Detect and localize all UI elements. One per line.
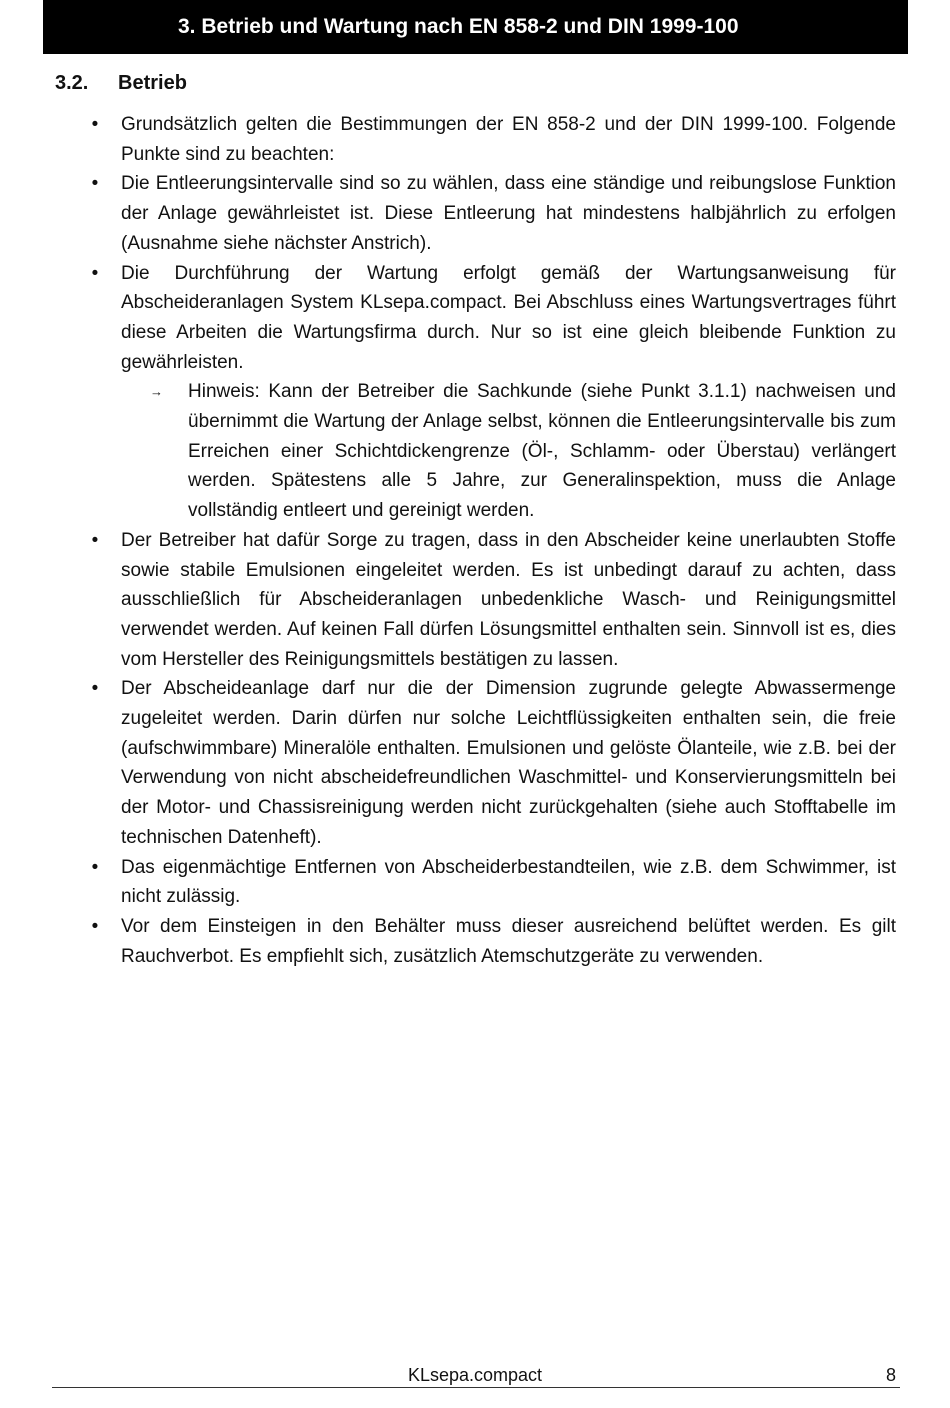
list-item-text: Grundsätzlich gelten die Bestimmungen der EN 858-2 und der DIN 1999-100. Folgende Punkte sind zu beachten:: [121, 114, 896, 165]
bullet-icon: •: [91, 262, 99, 284]
section-number: 3.2.: [55, 72, 89, 94]
footer-product-name: KLsepa.compact: [407, 1365, 543, 1385]
section-title: Betrieb: [118, 72, 187, 94]
arrow-right-icon: →: [150, 384, 163, 400]
bullet-list: [91, 110, 896, 971]
page-number: 8: [885, 1365, 896, 1385]
list-item: [91, 674, 896, 852]
note-item: [150, 377, 896, 526]
list-item: [91, 110, 896, 169]
list-item: [91, 259, 896, 378]
bullet-icon: •: [91, 856, 99, 878]
bullet-icon: •: [91, 173, 99, 195]
footer-divider: [52, 1387, 900, 1388]
bullet-icon: •: [91, 915, 99, 937]
list-item: [91, 853, 896, 912]
bullet-icon: •: [91, 114, 99, 135]
chapter-title: 3. Betrieb und Wartung nach EN 858-2 und DIN 1999-100: [178, 15, 739, 38]
note-text: Hinweis: Kann der Betreiber die Sachkunde (siehe Punkt 3.1.1) nachweisen und übernimmt die Wartung der Anlage selbst, können die Entleerungsintervalle bis zum Erreichen einer Schichtdickengrenze (Öl-, Schlamm- oder Überstau) verlängert werden. Spätestens alle 5 Jahre, zur Generalinspektion, muss die Anlage vollständig entleert und gereinigt werden.: [188, 381, 896, 522]
list-item-text: Vor dem Einsteigen in den Behälter muss dieser ausreichend belüftet werden. Es gilt Rauchverbot. Es empfiehlt sich, zusätzlich Atemschutzgeräte zu verwenden.: [121, 915, 896, 967]
list-item-text: Die Entleerungsintervalle sind so zu wählen, dass eine ständige und reibungslose Funktion der Anlage gewährleistet ist. Diese Entleerung hat mindestens halbjährlich zu erfolgen (Ausnahme siehe nächster Anstrich).: [121, 173, 896, 254]
list-item-text: Der Abscheideanlage darf nur die der Dimension zugrunde gelegte Abwassermenge zugeleitet werden. Darin dürfen nur solche Leichtflüssigkeiten enthalten sein, die freie (aufschwimmbare) Mineralöle enthalten. Emulsionen und gelöste Ölanteile, wie z.B. bei der Verwendung von nicht abscheidefreundlichen Waschmittel- und Konservierungsmitteln bei der Motor- und Chassisreinigung werden nicht zurückgehalten (siehe auch Stofftabelle im technischen Datenheft).: [121, 678, 896, 848]
list-item-text: Die Durchführung der Wartung erfolgt gemäß der Wartungsanweisung für Abscheideranlagen System KLsepa.compact. Bei Abschluss eines Wartungsvertrages führt diese Arbeiten die Wartungsfirma durch. Nur so ist eine gleich bleibende Funktion zu gewährleisten.: [121, 262, 896, 373]
chapter-header: [43, 0, 908, 54]
bullet-icon: •: [91, 678, 99, 700]
list-item: [91, 526, 896, 675]
bullet-icon: •: [91, 529, 99, 551]
list-item-text: Der Betreiber hat dafür Sorge zu tragen, dass in den Abscheider keine unerlaubten Stoffe sowie stabile Emulsionen eingeleitet werden. Es ist unbedingt darauf zu achten, dass ausschließlich für Abscheideranlagen unbedenkliche Wasch- und Reinigungsmittel verwendet werden. Auf keinen Fall dürfen Lösungsmittel enthalten sein. Sinnvoll ist es, dies vom Hersteller des Reinigungsmittels bestätigen zu lassen.: [121, 529, 896, 670]
section-heading: [55, 70, 187, 96]
list-item: [91, 169, 896, 258]
list-item-text: Das eigenmächtige Entfernen von Abscheiderbestandteilen, wie z.B. dem Schwimmer, ist nicht zulässig.: [121, 856, 896, 908]
list-item: [91, 912, 896, 971]
